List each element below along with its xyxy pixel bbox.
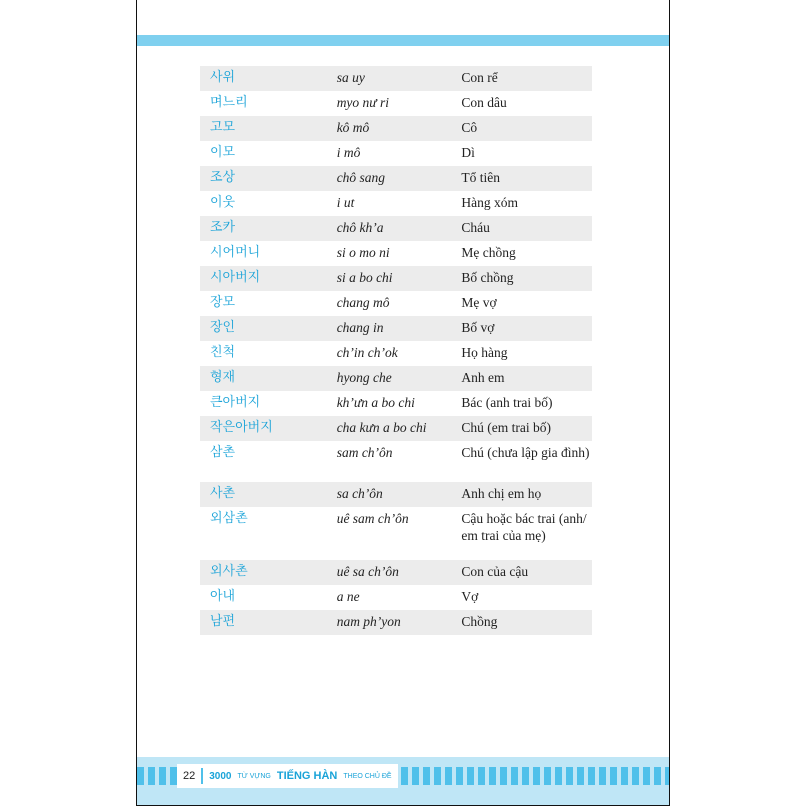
korean-word: 사위 (210, 70, 236, 85)
vietnamese-meaning: Con dâu (461, 95, 507, 110)
romanization: sa ch’ôn (336, 486, 383, 501)
brand-tieng-han: TIẾNG HÀN (276, 770, 338, 782)
korean-word: 고모 (210, 120, 236, 135)
vietnamese-meaning: Hàng xóm (461, 195, 519, 210)
korean-word: 큰아버지 (210, 395, 261, 410)
table-row (200, 241, 592, 266)
book-page (136, 0, 670, 806)
romanization: myo nư ri (336, 95, 390, 110)
footer-separator (201, 768, 203, 784)
vietnamese-meaning: Chú (em trai bố) (461, 420, 552, 435)
table-row (200, 441, 592, 482)
romanization: uê sam ch’ôn (336, 511, 409, 526)
table-row (200, 366, 592, 391)
romanization: hyong che (336, 370, 392, 385)
romanization: sam ch’ôn (336, 445, 393, 460)
brand-theo-chu-de: THEO CHỦ ĐỀ (343, 772, 392, 780)
vietnamese-meaning: Anh em (461, 370, 505, 385)
romanization: chô kh’a (336, 220, 384, 235)
vietnamese-meaning: Mẹ vợ (461, 295, 497, 310)
table-row (200, 507, 592, 560)
vietnamese-meaning: Chú (chưa lập gia đình) (461, 445, 590, 460)
korean-word: 장모 (210, 295, 236, 310)
korean-word: 며느리 (210, 95, 248, 110)
vietnamese-meaning: Vợ (461, 589, 479, 604)
romanization: a ne (336, 589, 360, 604)
table-row (200, 316, 592, 341)
romanization: chang mô (336, 295, 390, 310)
korean-word: 이웃 (210, 195, 236, 210)
romanization: sa uy (336, 70, 365, 85)
romanization: cha kưn a bo chi (336, 420, 427, 435)
table-row (200, 391, 592, 416)
romanization: chô sang (336, 170, 386, 185)
vietnamese-meaning: Cậu hoặc bác trai (anh/ em trai của mẹ) (461, 511, 587, 543)
table-row (200, 216, 592, 241)
korean-word: 형재 (210, 370, 236, 385)
vietnamese-meaning: Cháu (461, 220, 490, 235)
table-row (200, 341, 592, 366)
vietnamese-meaning: Anh chị em họ (461, 486, 542, 501)
top-decorative-band (137, 35, 669, 46)
footer-label (177, 764, 398, 788)
romanization: ch’in ch’ok (336, 345, 398, 360)
vietnamese-meaning: Dì (461, 145, 475, 160)
romanization: si a bo chi (336, 270, 393, 285)
vocabulary-table (200, 66, 592, 635)
table-row (200, 116, 592, 141)
vietnamese-meaning: Cô (461, 120, 478, 135)
vietnamese-meaning: Mẹ chồng (461, 245, 516, 260)
table-row (200, 266, 592, 291)
table-row (200, 482, 592, 507)
korean-word: 외삼촌 (210, 511, 248, 526)
brand-number: 3000 (209, 770, 232, 782)
vietnamese-meaning: Chồng (461, 614, 498, 629)
romanization: si o mo ni (336, 245, 390, 260)
table-row (200, 416, 592, 441)
vietnamese-meaning: Bố vợ (461, 320, 495, 335)
brand-tu-vung: TỪ VỰNG (237, 772, 271, 780)
korean-word: 친척 (210, 345, 236, 360)
table-row (200, 141, 592, 166)
table-row (200, 166, 592, 191)
vietnamese-meaning: Tổ tiên (461, 170, 501, 185)
romanization: uê sa ch’ôn (336, 564, 399, 579)
table-row (200, 291, 592, 316)
korean-word: 삼촌 (210, 445, 236, 460)
korean-word: 아내 (210, 589, 236, 604)
romanization: i mô (336, 145, 361, 160)
korean-word: 조카 (210, 220, 236, 235)
table-row (200, 560, 592, 585)
table-row (200, 610, 592, 635)
vietnamese-meaning: Bố chồng (461, 270, 514, 285)
korean-word: 시아버지 (210, 270, 261, 285)
vietnamese-meaning: Con rể (461, 70, 498, 85)
vietnamese-meaning: Họ hàng (461, 345, 508, 360)
page-footer (137, 757, 669, 805)
romanization: i ut (336, 195, 355, 210)
romanization: chang in (336, 320, 384, 335)
korean-word: 조상 (210, 170, 236, 185)
korean-word: 작은아버지 (210, 420, 273, 435)
korean-word: 남편 (210, 614, 236, 629)
korean-word: 외사촌 (210, 564, 248, 579)
korean-word: 시어머니 (210, 245, 261, 260)
table-row (200, 191, 592, 216)
vietnamese-meaning: Con của cậu (461, 564, 529, 579)
korean-word: 이모 (210, 145, 236, 160)
korean-word: 사촌 (210, 486, 236, 501)
table-row (200, 91, 592, 116)
vietnamese-meaning: Bác (anh trai bố) (461, 395, 553, 410)
table-row (200, 585, 592, 610)
romanization: kô mô (336, 120, 370, 135)
table-row (200, 66, 592, 91)
page-number: 22 (183, 770, 196, 782)
romanization: nam ph’yon (336, 614, 401, 629)
romanization: kh’ưn a bo chi (336, 395, 415, 410)
korean-word: 장인 (210, 320, 236, 335)
